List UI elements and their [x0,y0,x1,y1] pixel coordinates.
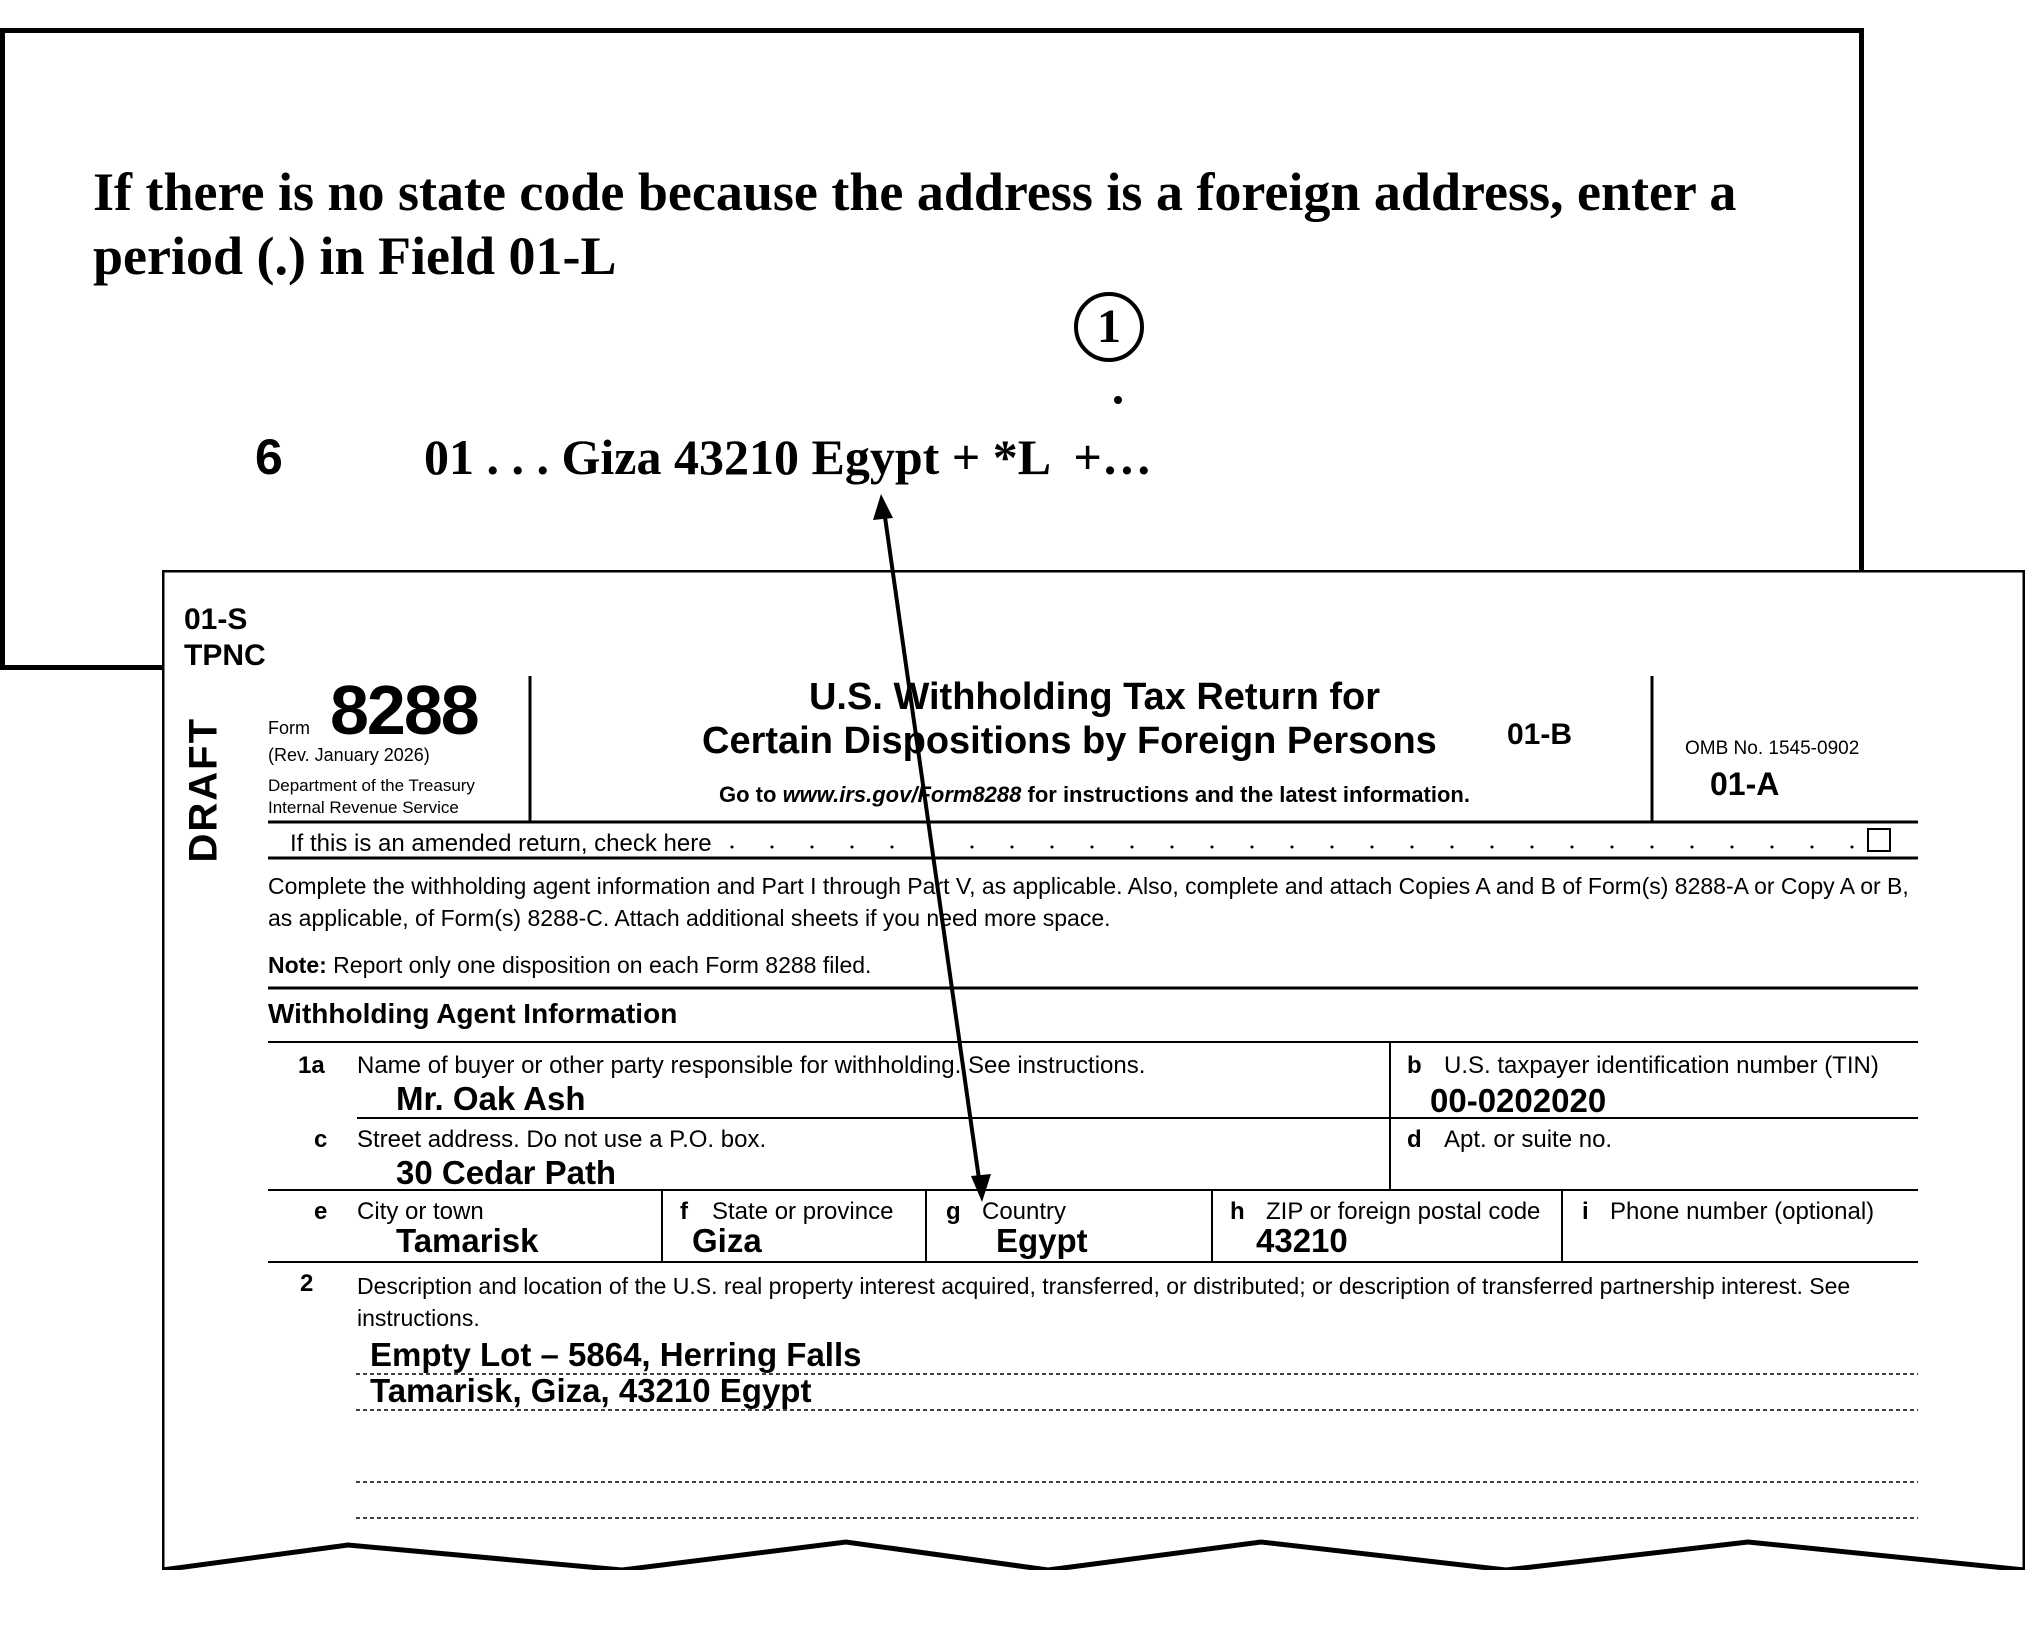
field-b-label: U.S. taxpayer identification number (TIN) [1444,1052,1879,1079]
country-field[interactable]: Egypt [996,1222,1088,1259]
field-1a-number: 1a [298,1052,325,1079]
instruction-text: If there is no state code because the address is a foreign address, enter a period (.) in Field 01-L [93,162,1737,286]
field-g-number: g [946,1198,961,1225]
note-label: Note: [268,952,327,978]
section-heading-withholding-agent: Withholding Agent Information [268,998,678,1029]
field-c-number: c [314,1126,328,1153]
form-word: Form [268,718,310,738]
department-name: Department of the Treasury [268,776,475,795]
record-line-number: 6 [255,429,283,485]
side-code-01s: 01-S [184,603,248,636]
form-number: 8288 [330,671,478,749]
field-f-number: f [680,1198,688,1225]
field-e-label: City or town [357,1198,484,1225]
record-line-text: 01 . . . Giza 43210 Egypt + *L +… [424,429,1152,485]
field-e-number: e [314,1198,328,1225]
form-revision: (Rev. January 2026) [268,745,430,765]
field-1a-label: Name of buyer or other party responsible for withholding. See instructions. [357,1052,1146,1079]
note-text: Report only one disposition on each Form 8288 filed. [326,952,872,978]
line-2-label: Description and location of the U.S. real property interest acquired, transferred, or distributed; or description of transferred partnership interest. See instructions. [357,1273,1851,1331]
city-field[interactable]: Tamarisk [396,1222,539,1259]
goto-prefix: Go to [719,782,783,807]
draft-watermark: DRAFT [181,716,226,863]
field-b-number: b [1407,1052,1422,1079]
form-intro-text: Complete the withholding agent information and Part I through Part V, as applicable. Also, complete and attach Copies A and B of Form(s) 8288-A or Copy A or B, as applicable, of Form(s) 8288-C. Attach additional sheets if you need more space. [268,873,1909,931]
tin-field[interactable]: 00-0202020 [1430,1082,1607,1119]
buyer-name-field[interactable]: Mr. Oak Ash [396,1080,586,1117]
street-address-field[interactable]: 30 Cedar Path [396,1154,617,1191]
goto-url-link[interactable]: www.irs.gov/Form8288 [782,782,1022,807]
amended-return-label: If this is an amended return, check here [290,830,712,857]
arrowhead-down-icon [971,1174,991,1202]
field-d-number: d [1407,1126,1422,1153]
field-d-label: Apt. or suite no. [1444,1126,1613,1153]
property-description-line1[interactable]: Empty Lot – 5864, Herring Falls [370,1336,862,1373]
postal-code-field[interactable]: 43210 [1256,1222,1348,1259]
field-i-number: i [1582,1198,1589,1225]
field-c-label: Street address. Do not use a P.O. box. [357,1126,767,1153]
field-h-label: ZIP or foreign postal code [1266,1198,1541,1225]
form-title-line1: U.S. Withholding Tax Return for [808,676,1381,718]
field-f-label: State or province [712,1198,894,1225]
callout-arrow-line [884,510,980,1186]
goto-suffix: for instructions and the latest information. [1021,782,1470,807]
line-2-number: 2 [300,1270,314,1297]
omb-field-code: 01-A [1710,766,1780,802]
field-h-number: h [1230,1198,1245,1225]
field-g-label: Country [982,1198,1067,1225]
agency-name: Internal Revenue Service [268,798,459,817]
field-i-label: Phone number (optional) [1610,1198,1875,1225]
callout-number-badge: 1 [1074,292,1144,362]
title-field-code: 01-B [1507,718,1573,751]
arrowhead-up-icon [873,494,893,520]
property-description-line2[interactable]: Tamarisk, Giza, 43210 Egypt [370,1372,812,1409]
side-code-tpnc: TPNC [184,639,266,672]
state-province-field[interactable]: Giza [692,1222,762,1259]
omb-number: OMB No. 1545-0902 [1685,738,1860,759]
form-title-line2: Certain Dispositions by Foreign Persons [702,720,1437,762]
